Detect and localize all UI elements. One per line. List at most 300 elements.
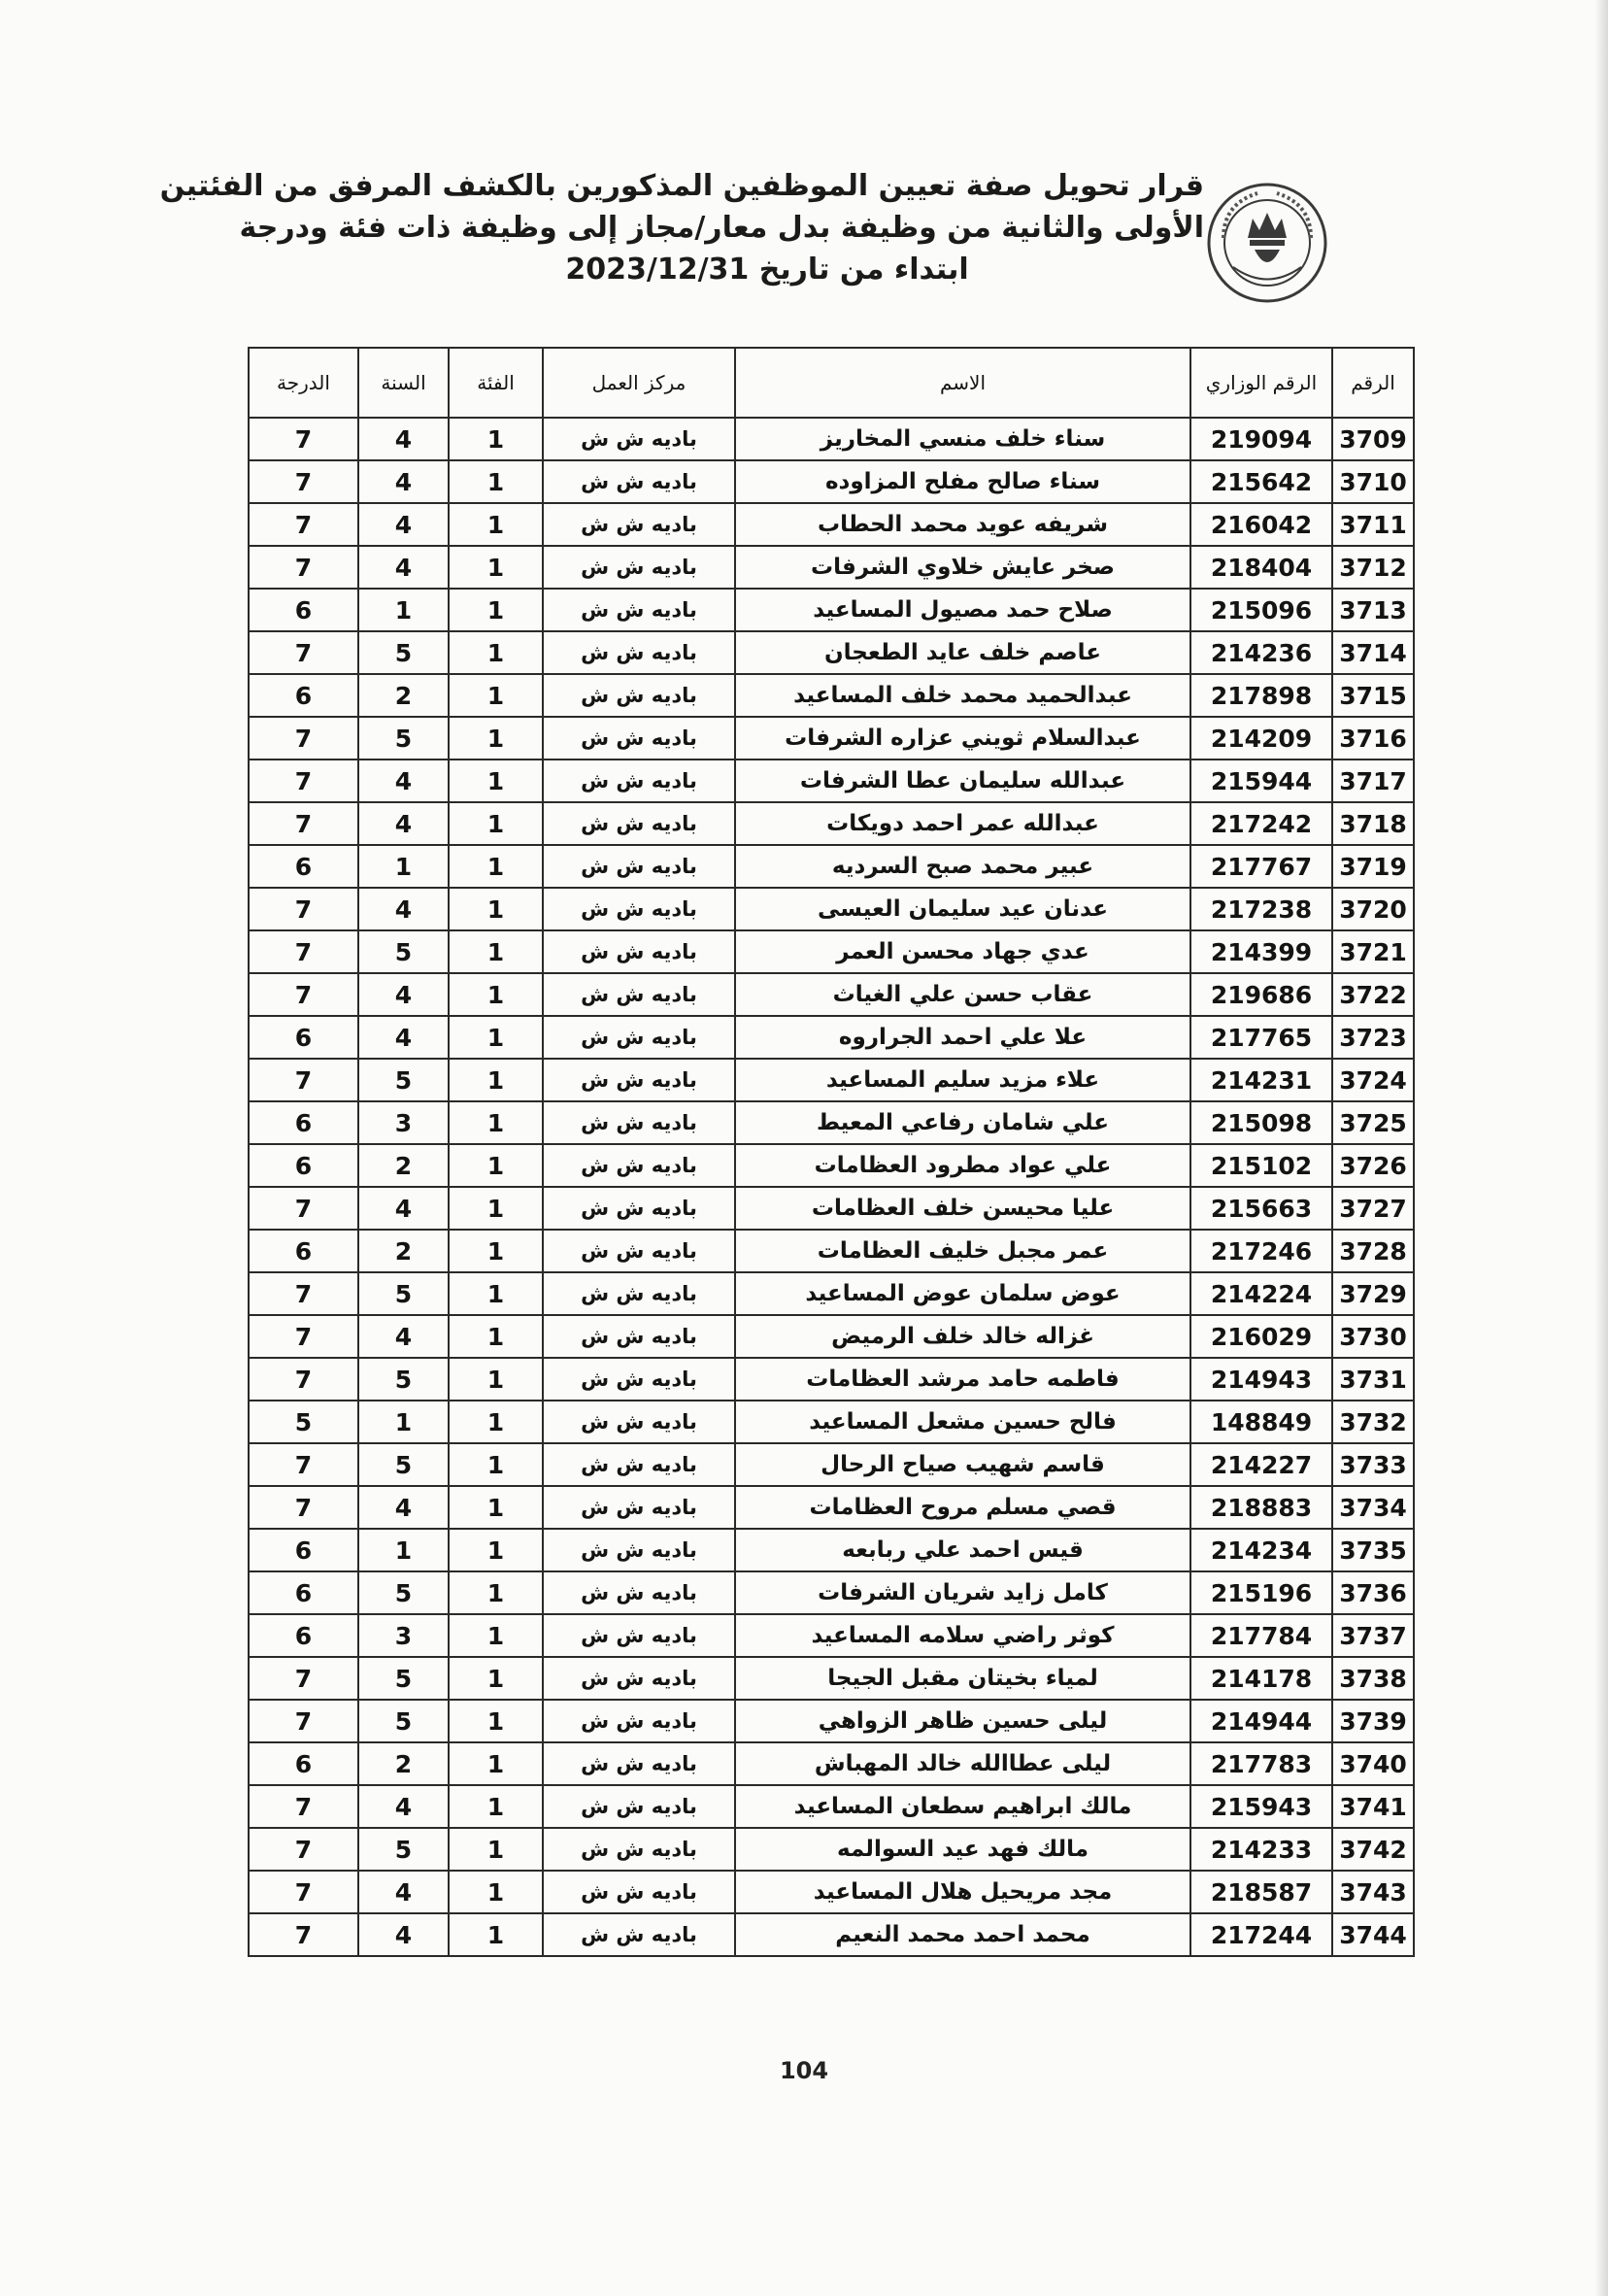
cell-name: عبدالله عمر احمد دويكات bbox=[735, 802, 1190, 845]
cell-grade: 6 bbox=[249, 1016, 358, 1059]
cell-work-center: باديه ش ش bbox=[543, 845, 735, 888]
cell-category: 1 bbox=[449, 1657, 543, 1700]
cell-year: 4 bbox=[358, 888, 449, 930]
table-row bbox=[249, 888, 1414, 930]
cell-no: 3737 bbox=[1332, 1614, 1414, 1657]
cell-category: 1 bbox=[449, 717, 543, 760]
cell-ministry-id: 214399 bbox=[1190, 930, 1332, 973]
table-row bbox=[249, 1187, 1414, 1230]
table-header-row bbox=[249, 348, 1414, 418]
cell-ministry-id: 219686 bbox=[1190, 973, 1332, 1016]
cell-ministry-id: 148849 bbox=[1190, 1401, 1332, 1443]
cell-name: عدنان عيد سليمان العيسى bbox=[735, 888, 1190, 930]
cell-no: 3723 bbox=[1332, 1016, 1414, 1059]
cell-ministry-id: 218587 bbox=[1190, 1871, 1332, 1913]
cell-grade: 6 bbox=[249, 1529, 358, 1571]
cell-year: 5 bbox=[358, 1657, 449, 1700]
cell-year: 5 bbox=[358, 1443, 449, 1486]
cell-name: صخر عايش خلاوي الشرفات bbox=[735, 546, 1190, 589]
cell-no: 3717 bbox=[1332, 760, 1414, 802]
cell-name: عبدالحميد محمد خلف المساعيد bbox=[735, 674, 1190, 717]
cell-ministry-id: 215642 bbox=[1190, 460, 1332, 503]
cell-name: غزاله خالد خلف الرميض bbox=[735, 1315, 1190, 1358]
table-row bbox=[249, 546, 1414, 589]
table-row bbox=[249, 1571, 1414, 1614]
cell-grade: 6 bbox=[249, 1144, 358, 1187]
table-row bbox=[249, 1529, 1414, 1571]
header-category: الفئة bbox=[449, 348, 543, 418]
cell-name: عبدالله سليمان عطا الشرفات bbox=[735, 760, 1190, 802]
cell-grade: 7 bbox=[249, 546, 358, 589]
cell-grade: 6 bbox=[249, 845, 358, 888]
table-row bbox=[249, 1700, 1414, 1742]
cell-year: 2 bbox=[358, 1230, 449, 1272]
cell-year: 4 bbox=[358, 1486, 449, 1529]
cell-year: 4 bbox=[358, 1315, 449, 1358]
cell-no: 3711 bbox=[1332, 503, 1414, 546]
cell-no: 3724 bbox=[1332, 1059, 1414, 1101]
cell-name: فاطمه حامد مرشد العظامات bbox=[735, 1358, 1190, 1401]
cell-grade: 6 bbox=[249, 589, 358, 631]
cell-year: 4 bbox=[358, 802, 449, 845]
cell-name: قصي مسلم مروح العظامات bbox=[735, 1486, 1190, 1529]
cell-work-center: باديه ش ش bbox=[543, 1785, 735, 1828]
cell-ministry-id: 217898 bbox=[1190, 674, 1332, 717]
cell-name: مالك فهد عيد السوالمه bbox=[735, 1828, 1190, 1871]
cell-work-center: باديه ش ش bbox=[543, 1272, 735, 1315]
cell-no: 3722 bbox=[1332, 973, 1414, 1016]
cell-category: 1 bbox=[449, 631, 543, 674]
cell-name: عوض سلمان عوض المساعيد bbox=[735, 1272, 1190, 1315]
cell-grade: 7 bbox=[249, 888, 358, 930]
cell-category: 1 bbox=[449, 1913, 543, 1956]
cell-no: 3727 bbox=[1332, 1187, 1414, 1230]
page-number: 104 bbox=[779, 2057, 829, 2084]
cell-year: 5 bbox=[358, 1828, 449, 1871]
cell-work-center: باديه ش ش bbox=[543, 460, 735, 503]
cell-work-center: باديه ش ش bbox=[543, 1401, 735, 1443]
cell-year: 5 bbox=[358, 1358, 449, 1401]
cell-grade: 5 bbox=[249, 1401, 358, 1443]
cell-grade: 7 bbox=[249, 1486, 358, 1529]
cell-category: 1 bbox=[449, 1059, 543, 1101]
cell-ministry-id: 215196 bbox=[1190, 1571, 1332, 1614]
cell-year: 4 bbox=[358, 1871, 449, 1913]
header-name: الاسم bbox=[735, 348, 1190, 418]
cell-year: 5 bbox=[358, 1571, 449, 1614]
cell-work-center: باديه ش ش bbox=[543, 1144, 735, 1187]
cell-ministry-id: 217783 bbox=[1190, 1742, 1332, 1785]
header-year: السنة bbox=[358, 348, 449, 418]
cell-ministry-id: 217242 bbox=[1190, 802, 1332, 845]
header-line-2: الأولى والثانية من وظيفة بدل معار/مجاز إلى وظيفة ذات فئة ودرجة bbox=[239, 211, 1204, 245]
cell-year: 5 bbox=[358, 1272, 449, 1315]
cell-work-center: باديه ش ش bbox=[543, 1443, 735, 1486]
cell-year: 1 bbox=[358, 1401, 449, 1443]
cell-category: 1 bbox=[449, 1443, 543, 1486]
cell-work-center: باديه ش ش bbox=[543, 1913, 735, 1956]
cell-grade: 6 bbox=[249, 1614, 358, 1657]
cell-year: 5 bbox=[358, 930, 449, 973]
cell-no: 3713 bbox=[1332, 589, 1414, 631]
cell-name: شريفه عويد محمد الحطاب bbox=[735, 503, 1190, 546]
cell-category: 1 bbox=[449, 1401, 543, 1443]
cell-work-center: باديه ش ش bbox=[543, 1871, 735, 1913]
cell-no: 3743 bbox=[1332, 1871, 1414, 1913]
cell-ministry-id: 214178 bbox=[1190, 1657, 1332, 1700]
cell-no: 3739 bbox=[1332, 1700, 1414, 1742]
cell-ministry-id: 215943 bbox=[1190, 1785, 1332, 1828]
cell-ministry-id: 215098 bbox=[1190, 1101, 1332, 1144]
cell-work-center: باديه ش ش bbox=[543, 1016, 735, 1059]
cell-ministry-id: 214236 bbox=[1190, 631, 1332, 674]
cell-year: 4 bbox=[358, 460, 449, 503]
cell-name: سناء صالح مفلح المزاوده bbox=[735, 460, 1190, 503]
cell-category: 1 bbox=[449, 1230, 543, 1272]
cell-no: 3718 bbox=[1332, 802, 1414, 845]
table-row bbox=[249, 1742, 1414, 1785]
cell-grade: 7 bbox=[249, 1657, 358, 1700]
cell-grade: 7 bbox=[249, 503, 358, 546]
cell-ministry-id: 217246 bbox=[1190, 1230, 1332, 1272]
cell-no: 3740 bbox=[1332, 1742, 1414, 1785]
table-row bbox=[249, 845, 1414, 888]
cell-year: 4 bbox=[358, 973, 449, 1016]
cell-ministry-id: 215944 bbox=[1190, 760, 1332, 802]
cell-no: 3725 bbox=[1332, 1101, 1414, 1144]
cell-no: 3726 bbox=[1332, 1144, 1414, 1187]
table-row bbox=[249, 1614, 1414, 1657]
table-row bbox=[249, 503, 1414, 546]
cell-name: كوثر راضي سلامه المساعيد bbox=[735, 1614, 1190, 1657]
table-row bbox=[249, 1101, 1414, 1144]
header-ministry-id: الرقم الوزاري bbox=[1190, 348, 1332, 418]
cell-grade: 6 bbox=[249, 1742, 358, 1785]
cell-no: 3733 bbox=[1332, 1443, 1414, 1486]
cell-grade: 7 bbox=[249, 1785, 358, 1828]
cell-year: 5 bbox=[358, 1700, 449, 1742]
cell-year: 4 bbox=[358, 418, 449, 460]
cell-name: ليلى عطاالله خالد المهباش bbox=[735, 1742, 1190, 1785]
cell-no: 3731 bbox=[1332, 1358, 1414, 1401]
cell-category: 1 bbox=[449, 845, 543, 888]
cell-work-center: باديه ش ش bbox=[543, 888, 735, 930]
cell-no: 3719 bbox=[1332, 845, 1414, 888]
cell-grade: 7 bbox=[249, 1187, 358, 1230]
header-grade: الدرجة bbox=[249, 348, 358, 418]
cell-ministry-id: 214224 bbox=[1190, 1272, 1332, 1315]
table-row bbox=[249, 1785, 1414, 1828]
cell-work-center: باديه ش ش bbox=[543, 418, 735, 460]
table-row bbox=[249, 631, 1414, 674]
cell-grade: 7 bbox=[249, 1443, 358, 1486]
cell-category: 1 bbox=[449, 1358, 543, 1401]
cell-no: 3720 bbox=[1332, 888, 1414, 930]
cell-year: 2 bbox=[358, 1144, 449, 1187]
employees-table bbox=[248, 347, 1415, 1957]
cell-category: 1 bbox=[449, 973, 543, 1016]
cell-category: 1 bbox=[449, 1016, 543, 1059]
cell-category: 1 bbox=[449, 1828, 543, 1871]
cell-year: 1 bbox=[358, 1529, 449, 1571]
cell-grade: 7 bbox=[249, 930, 358, 973]
cell-ministry-id: 217244 bbox=[1190, 1913, 1332, 1956]
cell-work-center: باديه ش ش bbox=[543, 1230, 735, 1272]
cell-name: كامل زايد شريان الشرفات bbox=[735, 1571, 1190, 1614]
cell-name: عليا محيسن خلف العظامات bbox=[735, 1187, 1190, 1230]
cell-work-center: باديه ش ش bbox=[543, 589, 735, 631]
ministry-crest-icon bbox=[1204, 180, 1330, 306]
header-line-1: قرار تحويل صفة تعيين الموظفين المذكورين بالكشف المرفق من الفئتين bbox=[159, 169, 1204, 203]
cell-category: 1 bbox=[449, 1571, 543, 1614]
table-body bbox=[249, 418, 1414, 1956]
cell-category: 1 bbox=[449, 1785, 543, 1828]
table-row bbox=[249, 802, 1414, 845]
cell-name: علي عواد مطرود العظامات bbox=[735, 1144, 1190, 1187]
cell-work-center: باديه ش ش bbox=[543, 1529, 735, 1571]
cell-category: 1 bbox=[449, 1486, 543, 1529]
cell-year: 4 bbox=[358, 546, 449, 589]
cell-ministry-id: 217784 bbox=[1190, 1614, 1332, 1657]
cell-ministry-id: 214944 bbox=[1190, 1700, 1332, 1742]
cell-work-center: باديه ش ش bbox=[543, 760, 735, 802]
cell-ministry-id: 217767 bbox=[1190, 845, 1332, 888]
table-row bbox=[249, 760, 1414, 802]
cell-no: 3709 bbox=[1332, 418, 1414, 460]
table-row bbox=[249, 589, 1414, 631]
cell-work-center: باديه ش ش bbox=[543, 973, 735, 1016]
table-row bbox=[249, 1443, 1414, 1486]
cell-name: عاصم خلف عايد الطعجان bbox=[735, 631, 1190, 674]
cell-category: 1 bbox=[449, 1101, 543, 1144]
cell-category: 1 bbox=[449, 674, 543, 717]
cell-name: مالك ابراهيم سطعان المساعيد bbox=[735, 1785, 1190, 1828]
cell-name: ليلى حسين ظاهر الزواهي bbox=[735, 1700, 1190, 1742]
cell-work-center: باديه ش ش bbox=[543, 717, 735, 760]
cell-no: 3742 bbox=[1332, 1828, 1414, 1871]
cell-category: 1 bbox=[449, 930, 543, 973]
cell-work-center: باديه ش ش bbox=[543, 1742, 735, 1785]
cell-name: فالح حسين مشعل المساعيد bbox=[735, 1401, 1190, 1443]
cell-name: عبدالسلام ثويني عزاره الشرفات bbox=[735, 717, 1190, 760]
document-header bbox=[159, 165, 1204, 290]
cell-year: 4 bbox=[358, 1913, 449, 1956]
header-no: الرقم bbox=[1332, 348, 1414, 418]
cell-name: قاسم شهيب صياح الرحال bbox=[735, 1443, 1190, 1486]
cell-name: مجد مريحيل هلال المساعيد bbox=[735, 1871, 1190, 1913]
cell-ministry-id: 215102 bbox=[1190, 1144, 1332, 1187]
cell-ministry-id: 218404 bbox=[1190, 546, 1332, 589]
cell-ministry-id: 218883 bbox=[1190, 1486, 1332, 1529]
cell-grade: 7 bbox=[249, 802, 358, 845]
table-row bbox=[249, 1828, 1414, 1871]
table-row bbox=[249, 1016, 1414, 1059]
cell-category: 1 bbox=[449, 589, 543, 631]
cell-no: 3721 bbox=[1332, 930, 1414, 973]
cell-work-center: باديه ش ش bbox=[543, 503, 735, 546]
cell-grade: 7 bbox=[249, 460, 358, 503]
cell-grade: 7 bbox=[249, 1700, 358, 1742]
cell-no: 3744 bbox=[1332, 1913, 1414, 1956]
cell-grade: 7 bbox=[249, 418, 358, 460]
cell-category: 1 bbox=[449, 760, 543, 802]
cell-no: 3732 bbox=[1332, 1401, 1414, 1443]
cell-category: 1 bbox=[449, 1700, 543, 1742]
cell-name: علا علي احمد الجراروه bbox=[735, 1016, 1190, 1059]
cell-grade: 7 bbox=[249, 717, 358, 760]
cell-ministry-id: 214943 bbox=[1190, 1358, 1332, 1401]
table-row bbox=[249, 418, 1414, 460]
table-row bbox=[249, 717, 1414, 760]
cell-work-center: باديه ش ش bbox=[543, 930, 735, 973]
cell-no: 3741 bbox=[1332, 1785, 1414, 1828]
cell-year: 4 bbox=[358, 1016, 449, 1059]
cell-ministry-id: 215663 bbox=[1190, 1187, 1332, 1230]
cell-no: 3730 bbox=[1332, 1315, 1414, 1358]
cell-name: محمد احمد محمد النعيم bbox=[735, 1913, 1190, 1956]
cell-year: 5 bbox=[358, 717, 449, 760]
cell-year: 5 bbox=[358, 1059, 449, 1101]
cell-ministry-id: 214209 bbox=[1190, 717, 1332, 760]
cell-name: سناء خلف منسي المخاريز bbox=[735, 418, 1190, 460]
cell-grade: 7 bbox=[249, 760, 358, 802]
cell-year: 4 bbox=[358, 503, 449, 546]
cell-year: 1 bbox=[358, 589, 449, 631]
cell-no: 3734 bbox=[1332, 1486, 1414, 1529]
cell-name: عبير محمد صبح السرديه bbox=[735, 845, 1190, 888]
cell-category: 1 bbox=[449, 802, 543, 845]
cell-work-center: باديه ش ش bbox=[543, 1187, 735, 1230]
cell-ministry-id: 217238 bbox=[1190, 888, 1332, 930]
cell-category: 1 bbox=[449, 1742, 543, 1785]
cell-year: 2 bbox=[358, 1742, 449, 1785]
cell-work-center: باديه ش ش bbox=[543, 1700, 735, 1742]
cell-name: صلاح حمد مصيول المساعيد bbox=[735, 589, 1190, 631]
table-row bbox=[249, 1230, 1414, 1272]
cell-category: 1 bbox=[449, 546, 543, 589]
cell-category: 1 bbox=[449, 1144, 543, 1187]
cell-category: 1 bbox=[449, 888, 543, 930]
cell-year: 1 bbox=[358, 845, 449, 888]
cell-category: 1 bbox=[449, 418, 543, 460]
cell-work-center: باديه ش ش bbox=[543, 802, 735, 845]
cell-grade: 7 bbox=[249, 1913, 358, 1956]
table-row bbox=[249, 1358, 1414, 1401]
cell-ministry-id: 219094 bbox=[1190, 418, 1332, 460]
cell-name: عمر مجبل خليف العظامات bbox=[735, 1230, 1190, 1272]
cell-name: عدي جهاد محسن العمر bbox=[735, 930, 1190, 973]
cell-no: 3716 bbox=[1332, 717, 1414, 760]
table-row bbox=[249, 1401, 1414, 1443]
cell-category: 1 bbox=[449, 1315, 543, 1358]
cell-category: 1 bbox=[449, 1187, 543, 1230]
cell-no: 3736 bbox=[1332, 1571, 1414, 1614]
cell-category: 1 bbox=[449, 1871, 543, 1913]
cell-work-center: باديه ش ش bbox=[543, 1657, 735, 1700]
cell-ministry-id: 216029 bbox=[1190, 1315, 1332, 1358]
cell-grade: 7 bbox=[249, 1828, 358, 1871]
cell-year: 4 bbox=[358, 1187, 449, 1230]
table-row bbox=[249, 1059, 1414, 1101]
table-row bbox=[249, 973, 1414, 1016]
cell-year: 2 bbox=[358, 674, 449, 717]
cell-grade: 7 bbox=[249, 1059, 358, 1101]
page-edge-shadow bbox=[1594, 0, 1608, 2296]
cell-work-center: باديه ش ش bbox=[543, 674, 735, 717]
table-row bbox=[249, 1272, 1414, 1315]
cell-category: 1 bbox=[449, 503, 543, 546]
cell-work-center: باديه ش ش bbox=[543, 1614, 735, 1657]
cell-no: 3728 bbox=[1332, 1230, 1414, 1272]
cell-year: 5 bbox=[358, 631, 449, 674]
cell-no: 3729 bbox=[1332, 1272, 1414, 1315]
cell-no: 3714 bbox=[1332, 631, 1414, 674]
cell-name: عقاب حسن علي الغياث bbox=[735, 973, 1190, 1016]
table-row bbox=[249, 930, 1414, 973]
cell-no: 3712 bbox=[1332, 546, 1414, 589]
table-row bbox=[249, 1871, 1414, 1913]
cell-no: 3738 bbox=[1332, 1657, 1414, 1700]
cell-grade: 6 bbox=[249, 1571, 358, 1614]
table-row bbox=[249, 1315, 1414, 1358]
cell-grade: 7 bbox=[249, 973, 358, 1016]
cell-ministry-id: 217765 bbox=[1190, 1016, 1332, 1059]
cell-no: 3735 bbox=[1332, 1529, 1414, 1571]
cell-ministry-id: 214227 bbox=[1190, 1443, 1332, 1486]
cell-category: 1 bbox=[449, 1529, 543, 1571]
cell-work-center: باديه ش ش bbox=[543, 1315, 735, 1358]
table-row bbox=[249, 460, 1414, 503]
cell-year: 3 bbox=[358, 1101, 449, 1144]
cell-work-center: باديه ش ش bbox=[543, 1486, 735, 1529]
header-work-center: مركز العمل bbox=[543, 348, 735, 418]
cell-grade: 6 bbox=[249, 1101, 358, 1144]
cell-grade: 7 bbox=[249, 631, 358, 674]
cell-work-center: باديه ش ش bbox=[543, 1571, 735, 1614]
cell-category: 1 bbox=[449, 1614, 543, 1657]
cell-ministry-id: 214233 bbox=[1190, 1828, 1332, 1871]
cell-grade: 6 bbox=[249, 1230, 358, 1272]
cell-grade: 7 bbox=[249, 1871, 358, 1913]
cell-category: 1 bbox=[449, 1272, 543, 1315]
cell-ministry-id: 214234 bbox=[1190, 1529, 1332, 1571]
cell-work-center: باديه ش ش bbox=[543, 546, 735, 589]
cell-work-center: باديه ش ش bbox=[543, 1358, 735, 1401]
table-row bbox=[249, 1486, 1414, 1529]
cell-category: 1 bbox=[449, 460, 543, 503]
cell-work-center: باديه ش ش bbox=[543, 631, 735, 674]
cell-ministry-id: 215096 bbox=[1190, 589, 1332, 631]
cell-no: 3715 bbox=[1332, 674, 1414, 717]
table-row bbox=[249, 1657, 1414, 1700]
cell-ministry-id: 216042 bbox=[1190, 503, 1332, 546]
cell-name: لمياء بخيتان مقبل الجيجا bbox=[735, 1657, 1190, 1700]
cell-name: علي شامان رفاعي المعيط bbox=[735, 1101, 1190, 1144]
table-row bbox=[249, 674, 1414, 717]
cell-ministry-id: 214231 bbox=[1190, 1059, 1332, 1101]
cell-year: 4 bbox=[358, 1785, 449, 1828]
cell-no: 3710 bbox=[1332, 460, 1414, 503]
cell-grade: 7 bbox=[249, 1358, 358, 1401]
cell-work-center: باديه ش ش bbox=[543, 1059, 735, 1101]
header-line-3: ابتداء من تاريخ 2023/12/31 bbox=[565, 253, 969, 287]
cell-grade: 7 bbox=[249, 1272, 358, 1315]
cell-grade: 7 bbox=[249, 1315, 358, 1358]
cell-name: قيس احمد علي ربابعه bbox=[735, 1529, 1190, 1571]
table-row bbox=[249, 1913, 1414, 1956]
cell-work-center: باديه ش ش bbox=[543, 1828, 735, 1871]
cell-year: 4 bbox=[358, 760, 449, 802]
